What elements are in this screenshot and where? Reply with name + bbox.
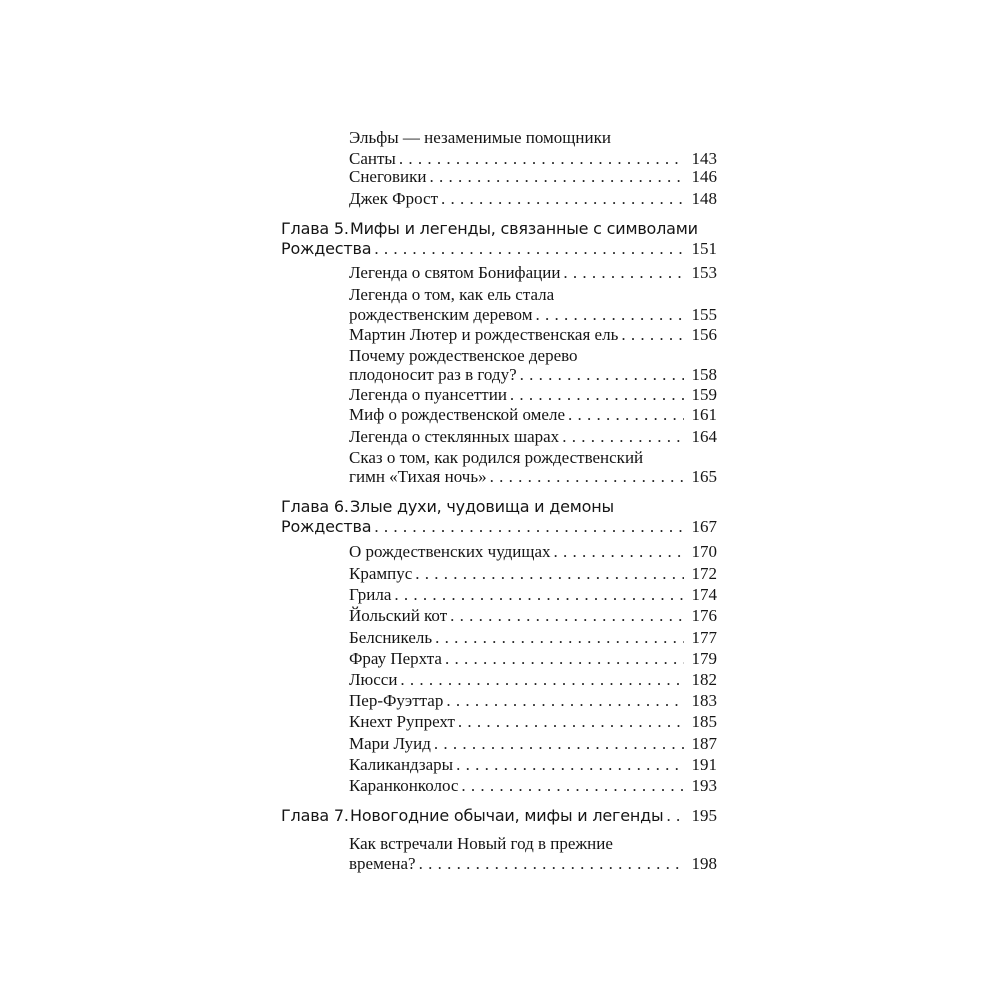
dot-leader: [563, 262, 684, 284]
chapter-heading-cont: [281, 238, 717, 260]
chapter-heading: [281, 805, 717, 827]
toc-entry-title: О рождественских чудищах: [349, 542, 551, 561]
chapter-title: Новогодние обычаи, мифы и легенды: [350, 806, 664, 825]
toc-page-number: 195: [691, 806, 717, 825]
dot-leader: [394, 584, 684, 606]
toc-entry-title: Санты: [349, 149, 396, 168]
chapter-title: Злые духи, чудовища и демоны: [350, 497, 614, 516]
toc-entry: [349, 775, 717, 797]
toc-page-number: 158: [691, 365, 717, 384]
toc-entry: [349, 404, 717, 426]
dot-leader: [446, 690, 684, 712]
toc-entry-title: плодоносит раз в году?: [349, 365, 517, 384]
toc-page-number: 182: [691, 670, 717, 689]
dot-leader: [445, 648, 684, 670]
dot-leader: [374, 238, 684, 260]
dot-leader: [621, 324, 684, 346]
dot-leader: [568, 404, 684, 426]
dot-leader: [374, 516, 684, 538]
toc-page-number: 193: [691, 776, 717, 795]
chapter-heading: [281, 496, 717, 518]
dot-leader: [458, 711, 684, 733]
chapter-title: Рождества: [281, 517, 372, 536]
toc-page-number: 159: [691, 385, 717, 404]
toc-entry-title: Мартин Лютер и рождественская ель: [349, 325, 619, 344]
toc-page-number: 155: [691, 305, 717, 324]
chapter-heading-cont: [281, 516, 717, 538]
toc-entry: [349, 364, 717, 386]
dot-leader: [461, 775, 684, 797]
dot-leader: [434, 733, 684, 755]
toc-entry-title: Легенда о святом Бонифации: [349, 263, 561, 282]
dot-leader: [554, 541, 684, 563]
chapter-heading: [281, 218, 717, 240]
dot-leader: [430, 166, 684, 188]
dot-leader: [535, 304, 684, 326]
toc-page-number: 164: [691, 427, 717, 446]
toc-entry-title: Джек Фрост: [349, 189, 439, 208]
toc-page-number: 146: [691, 167, 717, 186]
toc-entry-title: Каранконколос: [349, 776, 459, 795]
toc-entry: [349, 426, 717, 448]
toc-entry: [349, 384, 717, 406]
toc-entry: [349, 711, 717, 733]
toc-entry-title: Как встречали Новый год в прежние: [349, 834, 613, 853]
toc-entry: [349, 262, 717, 284]
toc-page-number: 153: [691, 263, 717, 282]
dot-leader: [562, 426, 684, 448]
chapter-title: Рождества: [281, 239, 372, 258]
dot-leader: [441, 188, 684, 210]
toc-entry-title: Мари Луид: [349, 734, 431, 753]
toc-entry-title: Белсникель: [349, 628, 433, 647]
toc-entry-title: Крампус: [349, 564, 413, 583]
toc-entry: [349, 605, 717, 627]
toc-page-number: 143: [691, 149, 717, 168]
toc-entry-line: [349, 833, 717, 855]
toc-page-number: 148: [691, 189, 717, 208]
toc-entry-title: Каликандзары: [349, 755, 454, 774]
toc-page-number: 187: [691, 734, 717, 753]
toc-entry: [349, 627, 717, 649]
toc-entry-title: Легенда о стеклянных шарах: [349, 427, 560, 446]
toc-entry-title: Почему рождественское дерево: [349, 346, 578, 365]
toc-entry: [349, 584, 717, 606]
toc-entry: [349, 324, 717, 346]
toc-entry-title: Легенда о пуансеттии: [349, 385, 507, 404]
toc-page-number: 191: [691, 755, 717, 774]
dot-leader: [510, 384, 684, 406]
toc-page-number: 161: [691, 405, 717, 424]
toc-entry-title: Фрау Перхта: [349, 649, 442, 668]
toc-page-number: 198: [691, 854, 717, 873]
toc-entry: [349, 754, 717, 776]
toc-entry-title: Грила: [349, 585, 392, 604]
toc-page-number: 167: [691, 517, 717, 536]
toc-page-number: 165: [691, 467, 717, 486]
dot-leader: [435, 627, 684, 649]
toc-entry-title: рождественским деревом: [349, 305, 533, 324]
toc-entry-title: Легенда о том, как ель стала: [349, 285, 555, 304]
toc-entry: [349, 853, 717, 875]
toc-entry-title: Кнехт Рупрехт: [349, 712, 455, 731]
toc-entry-line: [349, 127, 717, 149]
toc-page-number: 156: [691, 325, 717, 344]
dot-leader: [520, 364, 684, 386]
dot-leader: [450, 605, 684, 627]
toc-entry-title: времена?: [349, 854, 416, 873]
toc-entry: [349, 188, 717, 210]
toc-entry: [349, 648, 717, 670]
toc-page-number: 174: [691, 585, 717, 604]
toc-page-number: 172: [691, 564, 717, 583]
dot-leader: [419, 853, 684, 875]
chapter-number: Глава 6.: [281, 497, 349, 516]
toc-entry-title: Сказ о том, как родился рождественский: [349, 448, 644, 467]
dot-leader: [456, 754, 684, 776]
dot-leader: [490, 466, 684, 488]
dot-leader: [400, 669, 684, 691]
toc-entry-title: Снеговики: [349, 167, 427, 186]
toc-entry-line: [349, 284, 717, 306]
toc-entry-title: Эльфы — незаменимые помощники: [349, 128, 611, 147]
toc-entry-title: Пер-Фуэттар: [349, 691, 444, 710]
toc-entry-title: гимн «Тихая ночь»: [349, 467, 487, 486]
chapter-title: Мифы и легенды, связанные с символами: [350, 219, 698, 238]
toc-page-number: 170: [691, 542, 717, 561]
chapter-number: Глава 5.: [281, 219, 349, 238]
toc-entry: [349, 669, 717, 691]
toc-page-number: 185: [691, 712, 717, 731]
dot-leader: [415, 563, 684, 585]
chapter-number: Глава 7.: [281, 806, 349, 825]
toc-entry-title: Миф о рождественской омеле: [349, 405, 566, 424]
toc-page-number: 176: [691, 606, 717, 625]
toc-page-number: 177: [691, 628, 717, 647]
toc-entry: [349, 166, 717, 188]
toc-entry: [349, 541, 717, 563]
toc-entry: [349, 733, 717, 755]
toc-entry: [349, 304, 717, 326]
toc-page-number: 183: [691, 691, 717, 710]
toc-entry-title: Люсси: [349, 670, 398, 689]
toc-entry: [349, 690, 717, 712]
toc-page-number: 151: [691, 239, 717, 258]
dot-leader: [666, 805, 684, 827]
toc-entry: [349, 563, 717, 585]
toc-entry-title: Йольский кот: [349, 606, 448, 625]
toc-entry: [349, 466, 717, 488]
toc-page-number: 179: [691, 649, 717, 668]
